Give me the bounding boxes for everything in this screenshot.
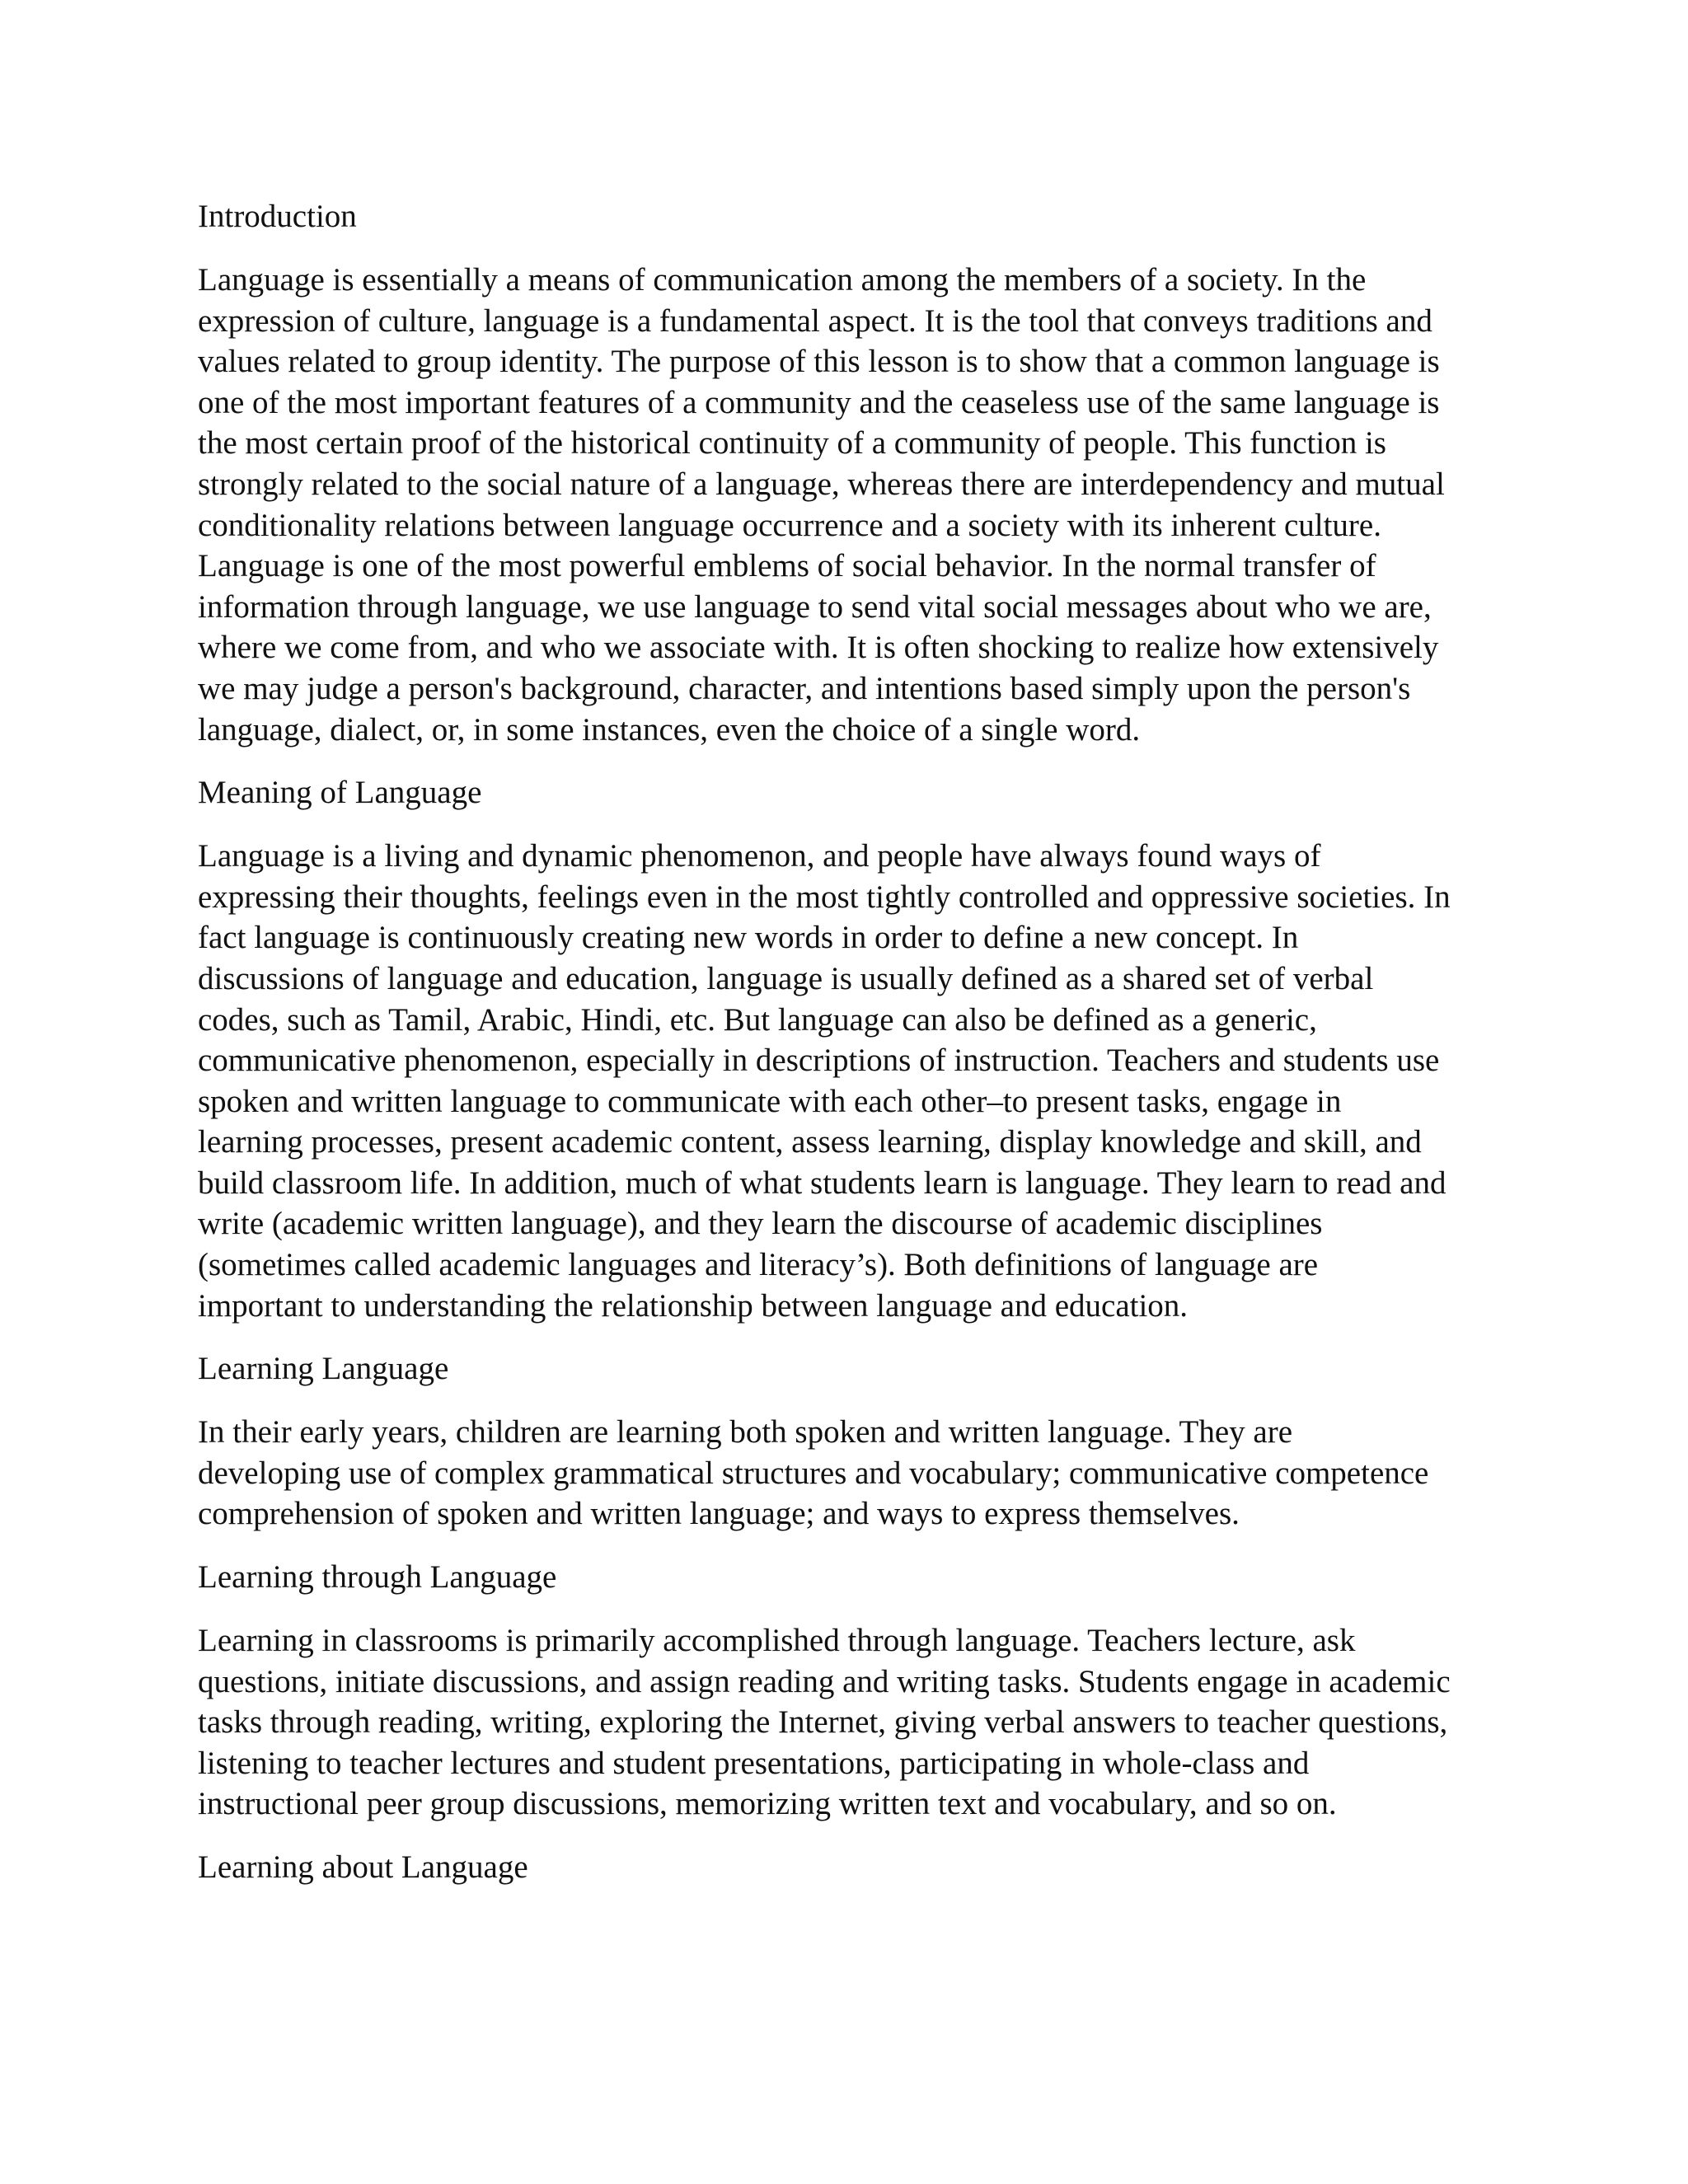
section-heading-learning-about-language: Learning about Language xyxy=(198,1849,528,1885)
section-heading-introduction: Introduction xyxy=(198,199,357,234)
section-paragraph-learning-language: In their early years, children are learning both spoken and written language. They are developing use of complex grammatical structures and vocabulary; communicative competence comprehension of spoken and written language; and ways to express themselves. xyxy=(198,1414,1429,1532)
section-paragraph-introduction: Language is essentially a means of communication among the members of a society. In the expression of culture, language is a fundamental aspect. It is the tool that conveys traditions and values related to group identity. The purpose of this lesson is to show that a common language is one of the most important features of a community and the ceaseless use of the same language is the most certain proof of the historical continuity of a community of people. This function is strongly related to the social nature of a language, whereas there are interdependency and mutual conditionality relations between language occurrence and a society with its inherent culture. Language is one of the most powerful emblems of social behavior. In the normal transfer of information through language, we use language to send vital social messages about who we are, where we come from, and who we associate with. It is often shocking to realize how extensively we may judge a person's background, character, and intentions based simply upon the person's language, dialect, or, in some instances, even the choice of a single word. xyxy=(198,262,1445,748)
section-paragraph-meaning-of-language: Language is a living and dynamic phenomenon, and people have always found ways of expressing their thoughts, feelings even in the most tightly controlled and oppressive societies. In fact language is continuously creating new words in order to define a new concept. In discussions of language and education, language is usually defined as a shared set of verbal codes, such as Tamil, Arabic, Hindi, etc. But language can also be defined as a generic, communicative phenomenon, especially in descriptions of instruction. Teachers and students use spoken and written language to communicate with each other–to present tasks, engage in learning processes, present academic content, assess learning, display knowledge and skill, and build classroom life. In addition, much of what students learn is language. They learn to read and write (academic written language), and they learn the discourse of academic disciplines (sometimes called academic languages and literacy’s). Both definitions of language are important to understanding the relationship between language and education. xyxy=(198,838,1451,1324)
section-paragraph-learning-through-language: Learning in classrooms is primarily accomplished through language. Teachers lecture, ask questions, initiate discussions, and assign reading and writing tasks. Students engage in academic tasks through reading, writing, exploring the Internet, giving verbal answers to teacher questions, listening to teacher lectures and student presentations, participating in whole-class and instructional peer group discussions, memorizing written text and vocabulary, and so on. xyxy=(198,1623,1451,1822)
section-heading-learning-through-language: Learning through Language xyxy=(198,1559,557,1596)
section-heading-learning-language: Learning Language xyxy=(198,1351,449,1387)
section-heading-meaning-of-language: Meaning of Language xyxy=(198,775,482,811)
document-body xyxy=(198,196,1496,1910)
